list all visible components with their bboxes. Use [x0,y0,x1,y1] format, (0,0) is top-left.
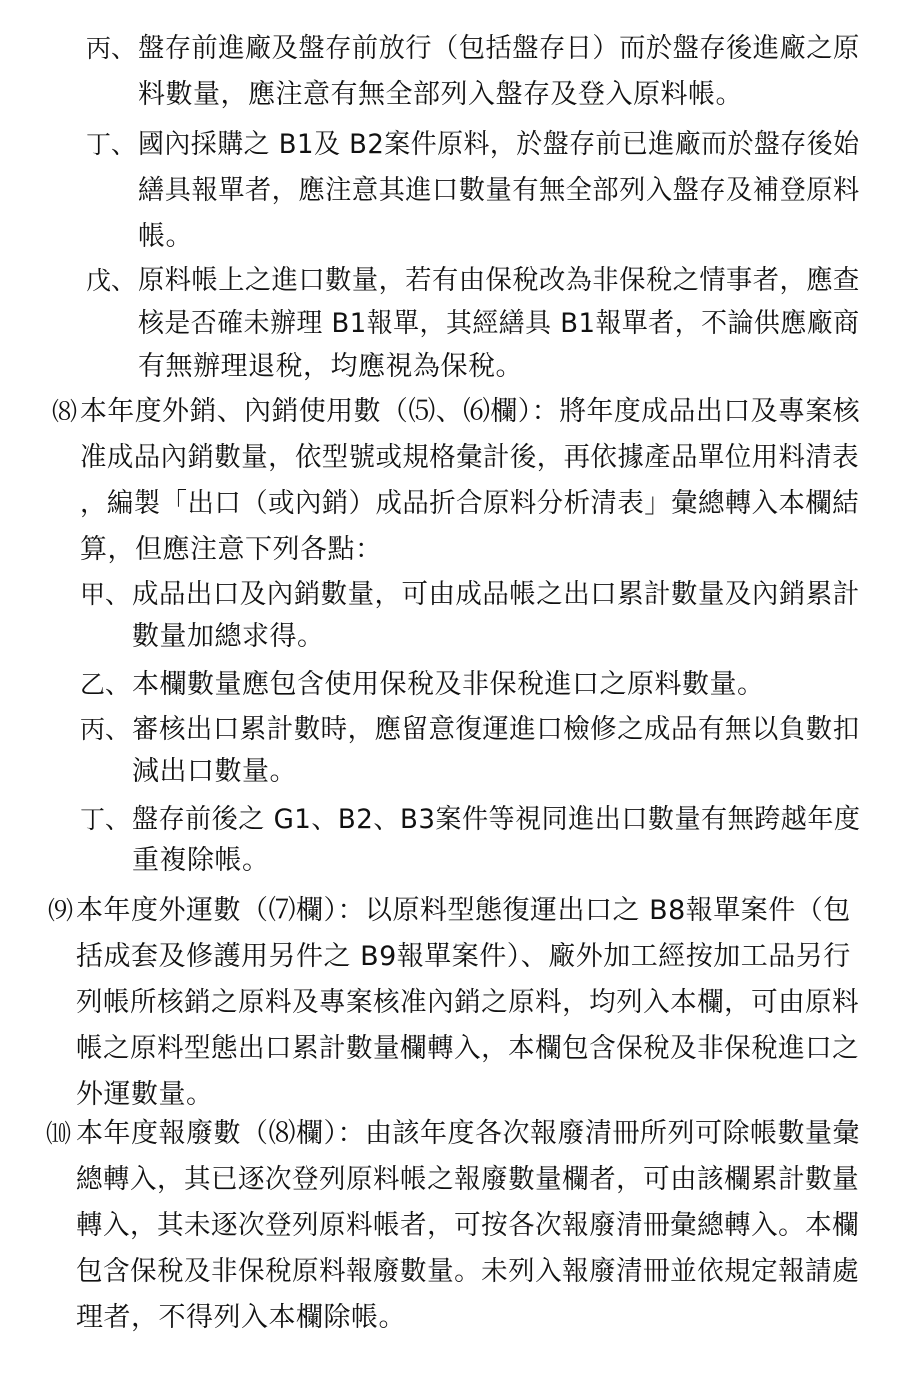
item-line: 繕具報單者，應注意其進口數量有無全部列入盤存及補登原料 [138,175,860,206]
item-marker: 戊、 [86,266,137,295]
item-line: 數量加總求得。 [132,621,325,652]
item-line: 成品出口及內銷數量，可由成品帳之出口累計數量及內銷累計 [132,579,860,610]
item-marker: 甲、 [80,580,131,609]
item-line: 審核出口累計數時，應留意復運進口檢修之成品有無以負數扣 [132,714,860,745]
item-line: 料數量，應注意有無全部列入盤存及登入原料帳。 [138,79,743,110]
section-number: ⑻ [52,397,78,426]
item-marker: 丁、 [86,130,137,159]
section-line: 准成品內銷數量，依型號或規格彙計後，再依據產品單位用料清表 [80,442,860,473]
item-marker: 乙、 [80,670,131,699]
section-line: 本年度報廢數（⑻欄）：由該年度各次報廢清冊所列可除帳數量彙 [76,1118,860,1149]
item-line: 盤存前進廠及盤存前放行（包括盤存日）而於盤存後進廠之原 [138,33,860,64]
section-line: 理者，不得列入本欄除帳。 [76,1302,406,1333]
section-line: 本年度外銷、內銷使用數（⑸、⑹欄）：將年度成品出口及專案核 [80,396,861,427]
section-line: ，編製「出口（或內銷）成品折合原料分析清表」彙總轉入本欄結 [80,488,860,519]
section-line: 外運數量。 [76,1079,214,1110]
item-line: 盤存前後之 G1、B2、B3案件等視同進出口數量有無跨越年度 [132,804,861,835]
section-line: 包含保稅及非保稅原料報廢數量。未列入報廢清冊並依規定報請處 [76,1256,860,1287]
item-line: 原料帳上之進口數量，若有由保稅改為非保稅之情事者，應查 [138,265,860,296]
item-line: 帳。 [138,221,193,252]
item-marker: 丙、 [86,34,137,63]
item-line: 國內採購之 B1及 B2案件原料，於盤存前已進廠而於盤存後始 [138,129,860,160]
item-marker: 丁、 [80,805,131,834]
item-line: 有無辦理退稅，均應視為保稅。 [138,351,523,382]
section-line: 總轉入，其已逐次登列原料帳之報廢數量欄者，可由該欄累計數量 [76,1164,860,1195]
section-line: 括成套及修護用另件之 B9報單案件）、廠外加工經按加工品另行 [76,941,851,972]
item-line: 減出口數量。 [132,756,297,787]
section-line: 帳之原料型態出口累計數量欄轉入，本欄包含保稅及非保稅進口之 [76,1033,860,1064]
item-line: 本欄數量應包含使用保稅及非保稅進口之原料數量。 [132,669,765,700]
section-line: 列帳所核銷之原料及專案核准內銷之原料，均列入本欄，可由原料 [76,987,860,1018]
item-marker: 丙、 [80,715,131,744]
section-line: 本年度外運數（⑺欄）：以原料型態復運出口之 B8報單案件（包 [76,895,851,926]
section-line: 轉入，其未逐次登列原料帳者，可按各次報廢清冊彙總轉入。本欄 [76,1210,860,1241]
section-number: ⑽ [46,1119,72,1148]
section-line: 算，但應注意下列各點： [80,534,383,565]
item-line: 重複除帳。 [132,845,270,876]
item-line: 核是否確未辦理 B1報單，其經繕具 B1報單者，不論供應廠商 [138,308,860,339]
section-number: ⑼ [48,896,74,925]
